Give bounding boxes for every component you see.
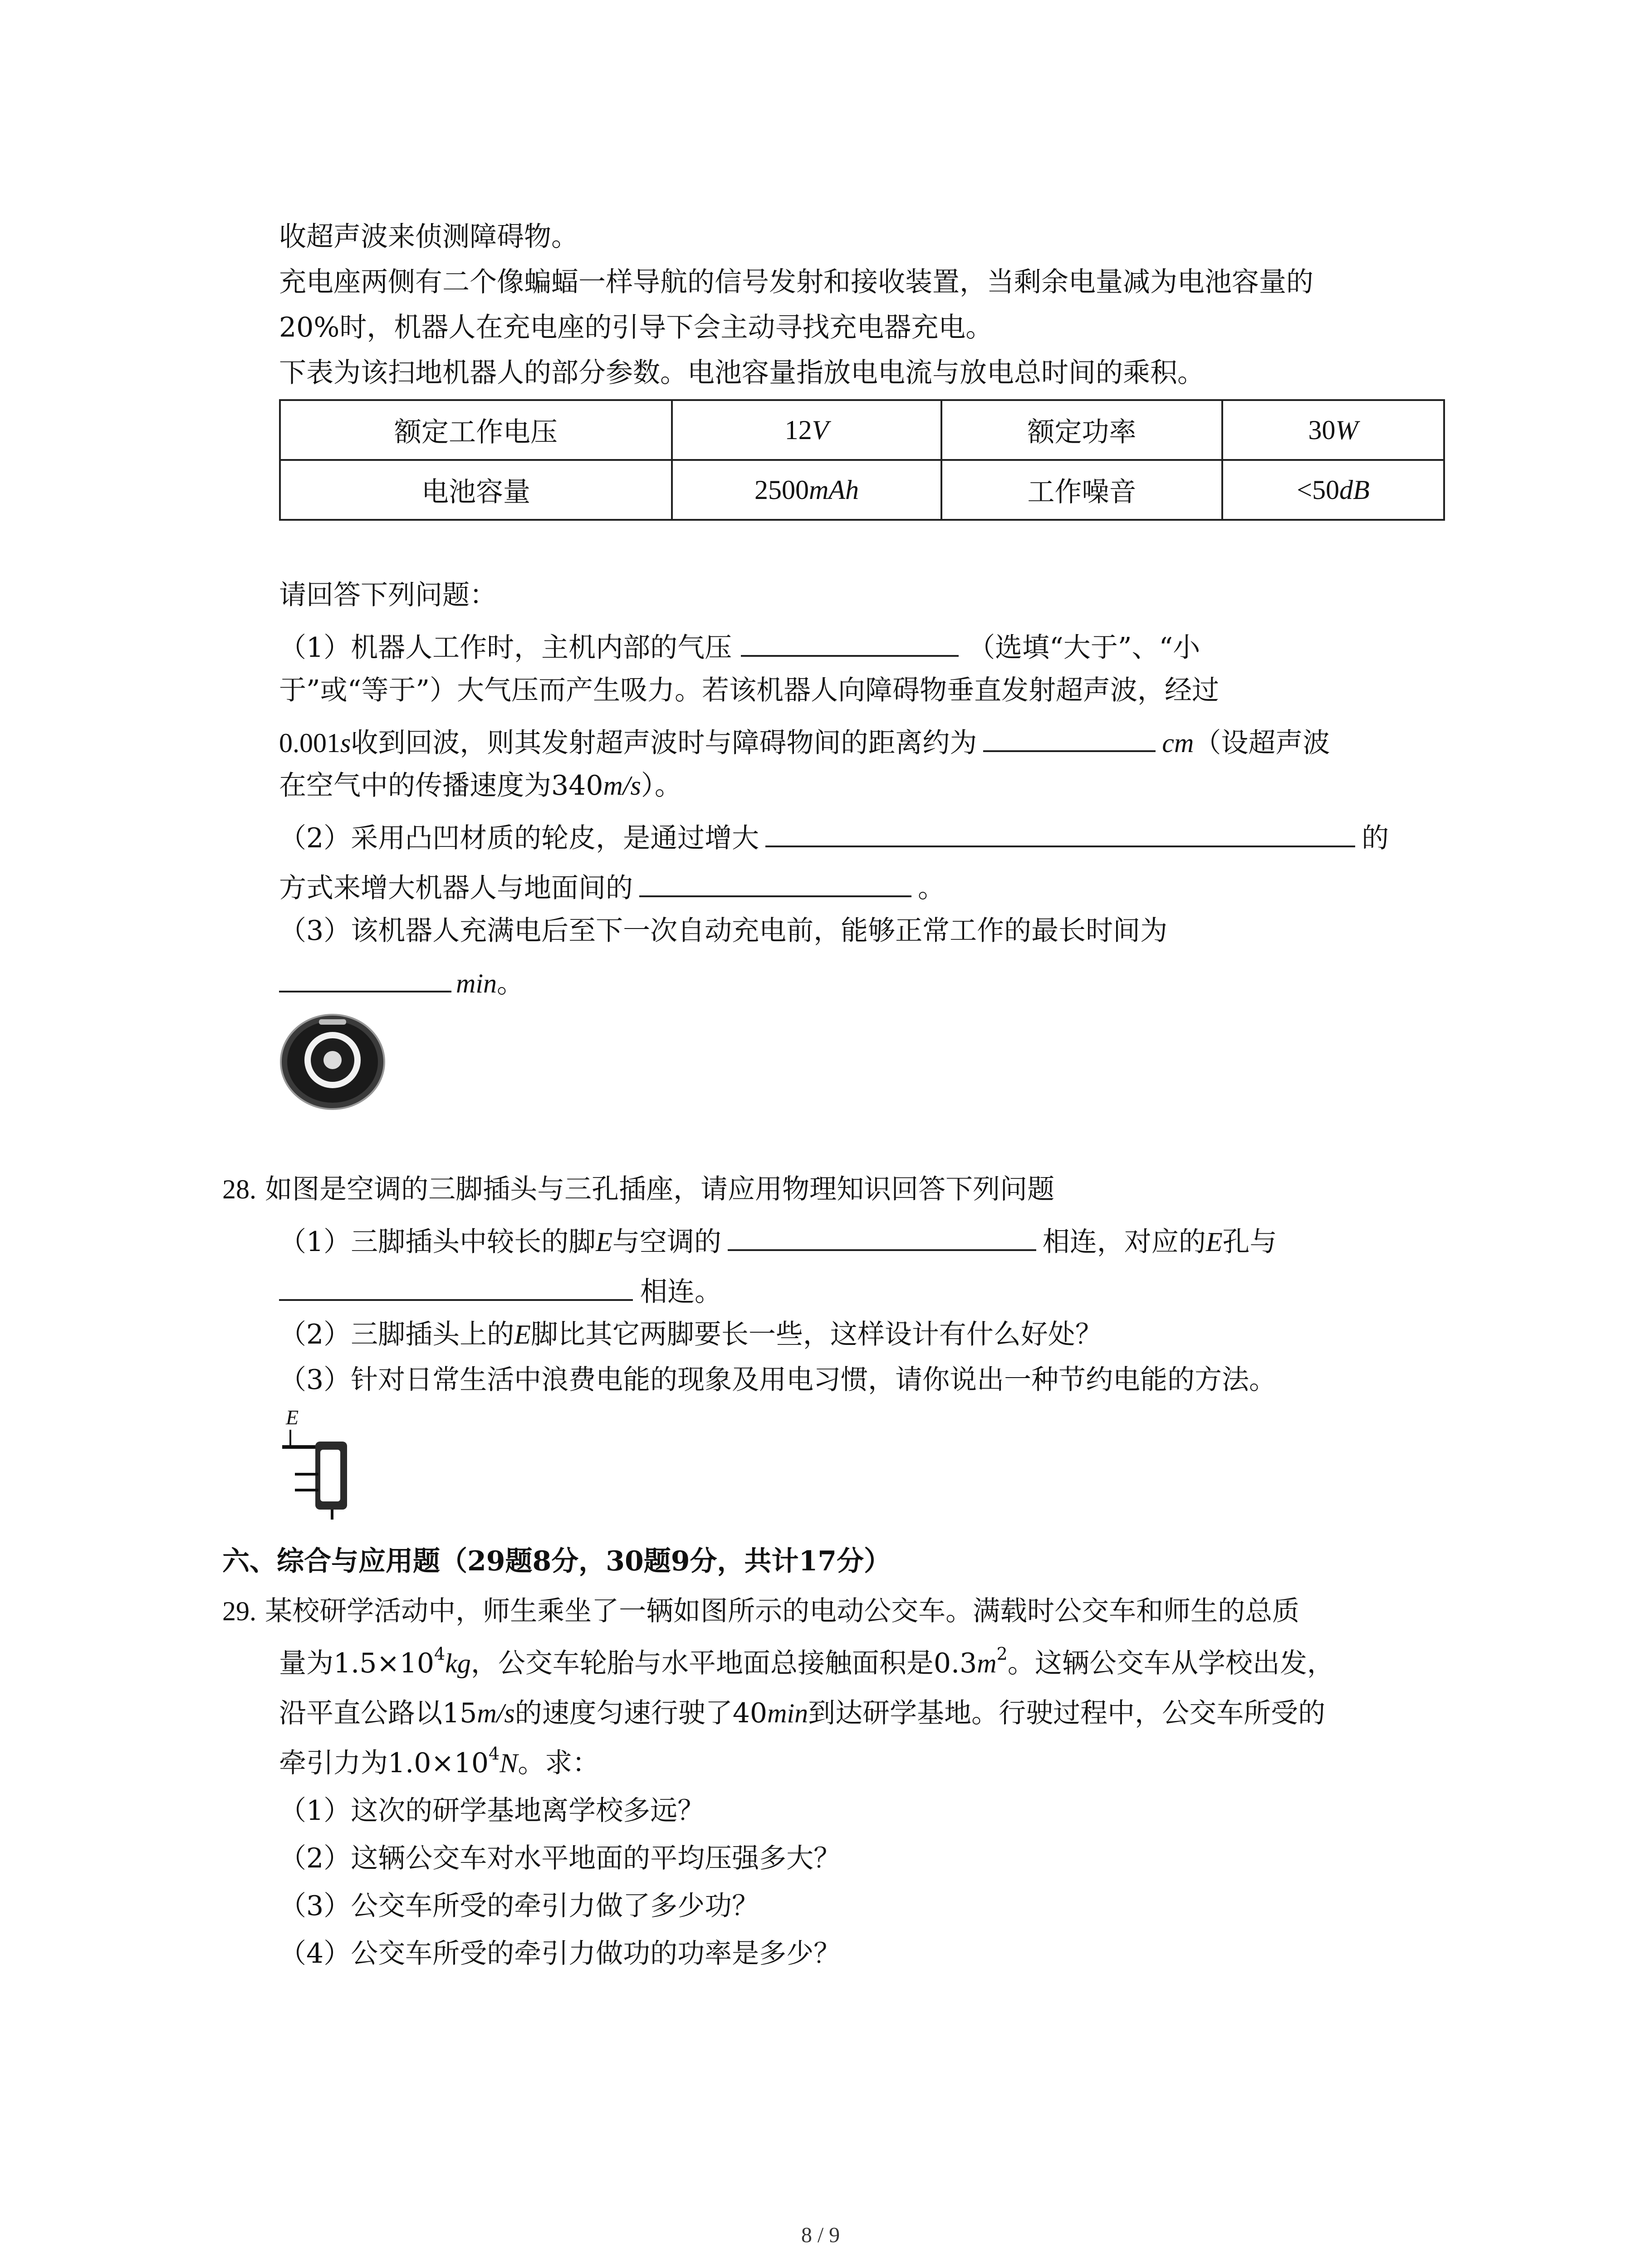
q28-part1-line1: （1）三脚插头中较长的脚E与空调的 相连，对应的E孔与 <box>279 1220 1277 1261</box>
table-cell: <50dB <box>1222 460 1444 520</box>
table-cell: 工作噪音 <box>941 460 1222 520</box>
intro-line-3: 20%时，机器人在充电座的引导下会主动寻找充电器充电。 <box>279 312 993 343</box>
answer-blank[interactable] <box>983 721 1156 752</box>
q29-line4: 牵引力为$1.0\times 10^4N$。求： <box>279 1744 600 1779</box>
q27-part2-line2: 方式来增大机器人与地面间的 。 <box>279 866 945 907</box>
answer-blank[interactable] <box>279 1270 633 1301</box>
table-cell: 额定功率 <box>941 400 1222 460</box>
table-cell: 2500mAh <box>672 460 941 520</box>
q27-part1-line1: （1）机器人工作时，主机内部的气压 （选填“大于”、“小 <box>279 626 1200 667</box>
robot-vacuum-figure <box>276 1009 392 1111</box>
q27-part3-line1: （3）该机器人充满电后至下一次自动充电前，能够正常工作的最长时间为 <box>279 915 1168 947</box>
q27-part3-line2: min。 <box>279 962 524 1002</box>
q27-part2-line1: （2）采用凸凹材质的轮皮，是通过增大 的 <box>279 816 1389 857</box>
q27-part1-line4: 在空气中的传播速度为340m/s）。 <box>279 770 682 802</box>
three-pin-plug-figure <box>277 1406 363 1520</box>
page-number: 8 / 9 <box>801 2223 840 2247</box>
q29-sub-1: （1）这次的研学基地离学校多远？ <box>279 1795 705 1827</box>
answer-blank[interactable] <box>279 962 451 992</box>
q28-part1-line2: 相连。 <box>279 1270 722 1311</box>
q28-part3: （3）针对日常生活中浪费电能的现象及用电习惯，请你说出一种节约电能的方法。 <box>279 1364 1277 1396</box>
q27-prompt: 请回答下列问题： <box>279 579 497 611</box>
intro-line-1: 收超声波来侦测障碍物。 <box>279 221 578 253</box>
q29-line1: 29. 某校研学活动中，师生乘坐了一辆如图所示的电动公交车。满载时公交车和师生的总质 <box>222 1595 1300 1627</box>
table-cell: 30W <box>1222 400 1444 460</box>
q28-part2: （2）三脚插头上的E脚比其它两脚要长一些，这样设计有什么好处？ <box>279 1319 1102 1350</box>
q29-line2: 量为$1.5\times 10^4kg$，公交车轮胎与水平地面总接触面积是$0.3m^2$。这辆公交车从学校出发， <box>279 1644 1334 1679</box>
plug-e-label: E <box>286 1406 299 1429</box>
q29-sub-2: （2）这辆公交车对水平地面的平均压强多大？ <box>279 1843 841 1874</box>
q27-part1-line3: 0.001s收到回波，则其发射超声波时与障碍物间的距离约为 cm（设超声波 <box>279 721 1330 762</box>
intro-line-2: 充电座两侧有二个像蝙蝠一样导航的信号发射和接收装置，当剩余电量减为电池容量的 <box>279 266 1313 298</box>
table-cell: 12V <box>672 400 941 460</box>
parameter-table <box>279 399 1445 521</box>
q27-part1-line2: 于”或“等于”）大气压而产生吸力。若该机器人向障碍物垂直发射超声波，经过 <box>279 675 1220 706</box>
q28-stem: 28. 如图是空调的三脚插头与三孔插座，请应用物理知识回答下列问题 <box>222 1173 1055 1205</box>
section-heading: 六、综合与应用题（29题8分，30题9分，共计17分） <box>222 1545 891 1577</box>
q29-sub-3: （3）公交车所受的牵引力做了多少功？ <box>279 1890 759 1922</box>
table-cell: 额定工作电压 <box>280 400 672 460</box>
answer-blank[interactable] <box>741 626 959 657</box>
answer-blank[interactable] <box>728 1220 1036 1251</box>
q29-line3: 沿平直公路以15m/s的速度匀速行驶了40min到达研学基地。行驶过程中，公交车所受的 <box>279 1697 1326 1729</box>
answer-blank[interactable] <box>639 866 911 897</box>
answer-blank[interactable] <box>765 816 1355 847</box>
q29-sub-4: （4）公交车所受的牵引力做功的功率是多少？ <box>279 1938 841 1970</box>
intro-line-4: 下表为该扫地机器人的部分参数。电池容量指放电电流与放电总时间的乘积。 <box>279 357 1205 389</box>
table-row <box>280 460 1444 520</box>
table-cell: 电池容量 <box>280 460 672 520</box>
table-row <box>280 400 1444 460</box>
